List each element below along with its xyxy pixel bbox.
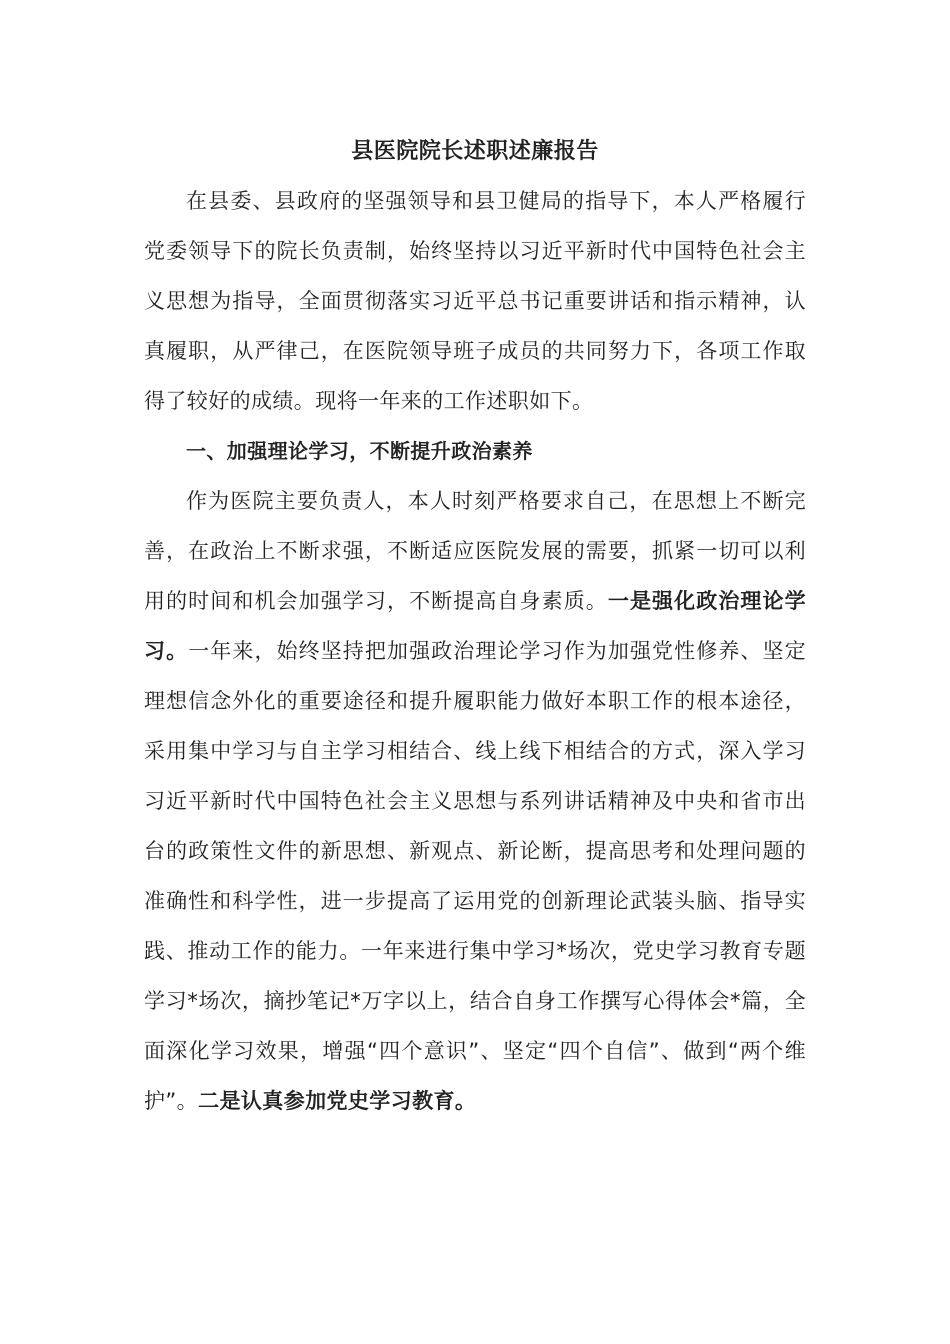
document-title: 县医院院长述职述廉报告	[351, 139, 599, 164]
bold-subheading: 一是强化政治理论学习。	[144, 589, 806, 663]
bold-subheading: 二是认真参加党史学习教育。	[198, 1089, 477, 1113]
paragraph-text: 作为医院主要负责人，本人时刻严格要求自己，在思想上不断完善，在政治上不断求强，不断适应医院发展的需要，抓紧一切可以利用的时间和机会加强学习，不断提高自身素质。	[144, 489, 806, 613]
document-body	[144, 176, 806, 1126]
section-heading: 一、加强理论学习，不断提升政治素养	[186, 439, 533, 463]
section-paragraph	[144, 476, 806, 1126]
paragraph-text: 一年来，始终坚持把加强政治理论学习作为加强党性修养、坚定理想信念外化的重要途径和提升履职能力做好本职工作的根本途径，采用集中学习与自主学习相结合、线上线下相结合的方式，深入学习习近平新时代中国特色社会主义思想与系列讲话精神及中央和省市出台的政策性文件的新思想、新观点、新论断，提高思考和处理问题的准确性和科学性，进一步提高了运用党的创新理论武装头脑、指导实践、推动工作的能力。一年来进行集中学习*场次，党史学习教育专题学习*场次，摘抄笔记*万字以上，结合自身工作撰写心得体会*篇，全面深化学习效果，增强“四个意识”、坚定“四个自信”、做到“两个维护”。	[144, 639, 806, 1113]
intro-paragraph: 在县委、县政府的坚强领导和县卫健局的指导下，本人严格履行党委领导下的院长负责制，始终坚持以习近平新时代中国特色社会主义思想为指导，全面贯彻落实习近平总书记重要讲话和指示精神，认真履职，从严律己，在医院领导班子成员的共同努力下，各项工作取得了较好的成绩。现将一年来的工作述职如下。	[144, 189, 806, 413]
